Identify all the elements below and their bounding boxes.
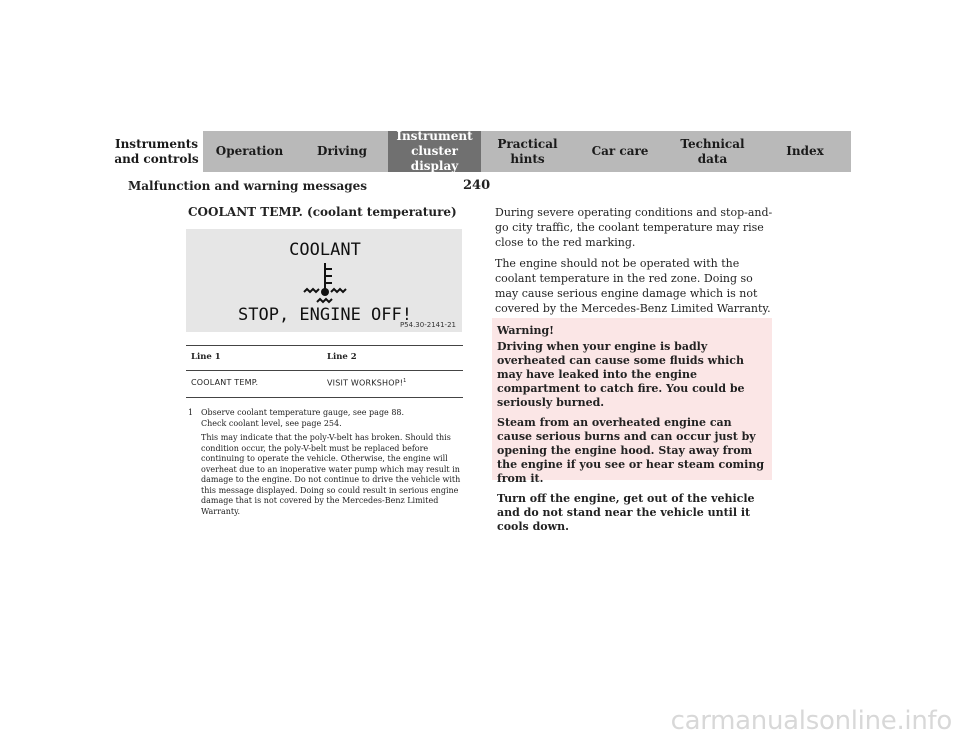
- table-row: [186, 371, 463, 398]
- tab-label: Technical data: [680, 136, 745, 166]
- tab-practical-hints[interactable]: [481, 131, 574, 172]
- body-paragraph: During severe operating conditions and stop-and-go city traffic, the coolant temperature may rise close to the red marking.: [495, 206, 773, 249]
- warning-paragraph: Steam from an overheated engine can cause serious burns and can occur just by opening the engine hood. Stay away from the engine if you see or hear steam coming from it.: [497, 416, 765, 485]
- chapter-tabs: [110, 131, 851, 172]
- tab-operation[interactable]: [203, 131, 296, 172]
- body-paragraph: The engine should not be operated with the coolant temperature in the red zone. Doing so may cause serious engine damage which is not covered by the Mercedes-Benz Limited Warranty.: [495, 257, 771, 315]
- tab-label: Instrument cluster display: [396, 129, 473, 173]
- cell-line2-text: VISIT WORKSHOP!: [327, 378, 404, 388]
- tab-label: Practical hints: [497, 136, 558, 166]
- thermometer-bulb: [321, 288, 329, 296]
- warning-box: [492, 318, 772, 533]
- warning-paragraph: Turn off the engine, get out of the vehicle and do not stand near the vehicle until it cools down.: [497, 492, 755, 533]
- page-number: 240: [463, 178, 491, 193]
- warning-title: Warning!: [497, 324, 555, 337]
- tab-instrument-cluster-display[interactable]: [388, 131, 481, 172]
- tab-label: Car care: [591, 144, 649, 158]
- right-column-text: [495, 205, 775, 322]
- tab-car-care[interactable]: [574, 131, 666, 172]
- col-header-line2: Line 2: [322, 346, 463, 371]
- coolant-temperature-icon: [304, 263, 346, 302]
- figure-code: P54.30-2141-21: [399, 321, 456, 329]
- footnote-line: Check coolant level, see page 254.: [201, 418, 342, 428]
- message-table: [186, 345, 463, 398]
- col-header-line1: Line 1: [186, 346, 322, 371]
- warning-paragraph: Driving when your engine is badly overheated can cause some fluids which may have leaked into the engine compartment to catch fire. You could be seriously burned.: [497, 340, 745, 409]
- tab-label: Index: [786, 144, 824, 158]
- tab-driving[interactable]: [296, 131, 388, 172]
- section-title: COOLANT TEMP. (coolant temperature): [188, 205, 457, 219]
- cell-line1: COOLANT TEMP.: [186, 371, 322, 398]
- footnote-ref: 1: [403, 378, 407, 384]
- tab-index[interactable]: [759, 131, 851, 172]
- tab-technical-data[interactable]: [666, 131, 759, 172]
- running-header-title: Malfunction and warning messages: [128, 179, 368, 193]
- watermark: carmanualsonline.info: [670, 706, 952, 736]
- coolant-warning-display-graphic: [186, 229, 462, 332]
- tab-instruments-and-controls[interactable]: [110, 131, 203, 172]
- footnote-paragraph: This may indicate that the poly-V-belt has broken. Should this condition occur, the poly-V-belt must be replaced before continuing to operate the vehicle. Otherwise, the engine will overheat due to an inoperative water pump which may result in damage to the engine. Do not continue to drive the vehicle with this message displayed. Doing so could result in serious engine damage that is not covered by the Mercedes-Benz Limited Warranty.: [201, 433, 461, 516]
- cell-line2: [322, 371, 463, 398]
- display-line-stop-engine-off: STOP, ENGINE OFF!: [238, 305, 412, 325]
- tab-label: Instruments and controls: [114, 136, 199, 166]
- tab-label: Operation: [215, 144, 284, 158]
- footnote-line: Observe coolant temperature gauge, see page 88.: [201, 408, 405, 417]
- footnote: [188, 408, 468, 517]
- tab-label: Driving: [317, 144, 367, 158]
- display-line-coolant: COOLANT: [289, 240, 361, 260]
- coolant-display-illustration: [186, 229, 462, 332]
- footnote-number: 1: [188, 408, 194, 417]
